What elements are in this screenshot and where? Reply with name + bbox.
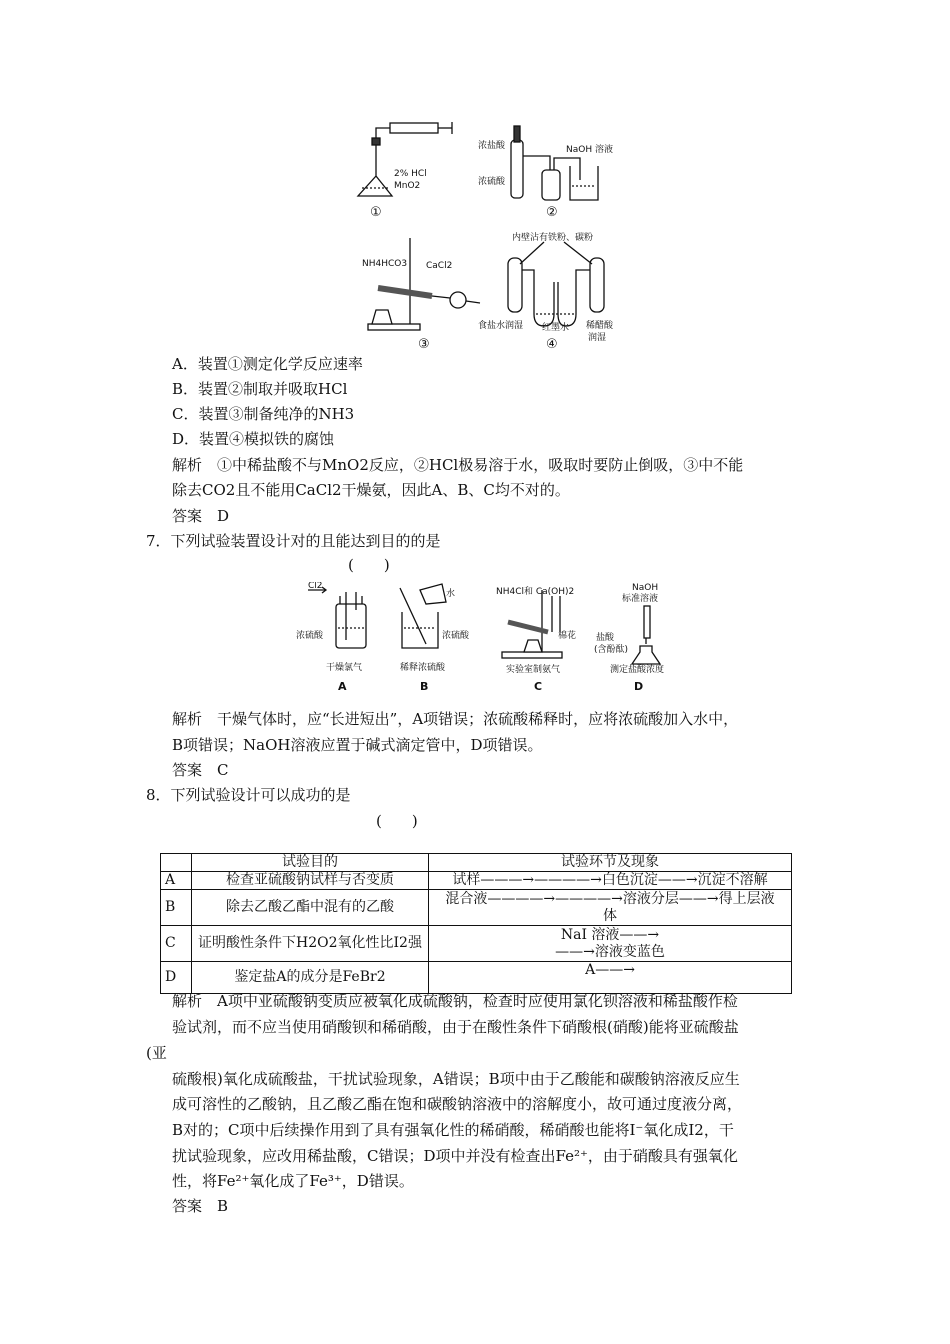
q8-analysis-line1: 解析 A项中亚硫酸钠变质应被氧化成硫酸钠，检查时应使用氯化钡溶液和稀盐酸作检	[172, 992, 738, 1010]
q7-label-naoh-2: 标准溶液	[622, 594, 659, 604]
q8-analysis-line3: (亚	[146, 1044, 167, 1062]
q7-letter-c: C	[534, 680, 543, 693]
row-purpose: 鉴定盐A的成分是FeBr2	[192, 962, 429, 994]
row-label: D	[161, 962, 192, 994]
q7-label-cl2: Cl2	[308, 582, 323, 591]
label-mno2: MnO2	[394, 181, 421, 191]
q7-caption-d: 测定盐酸浓度	[610, 665, 665, 675]
row-steps	[429, 890, 792, 926]
q7-label-naoh-1: NaOH	[632, 583, 659, 593]
q8-stem: 8．下列试验设计可以成功的是	[146, 786, 351, 804]
q7-caption-a: 干燥氯气	[326, 663, 363, 673]
q7-letter-b: B	[420, 680, 429, 693]
q8-analysis-line5: 成可溶性的乙酸钠，且乙酸乙酯在饱和碳酸钠溶液中的溶解度小，故可通过度液分离，	[172, 1095, 743, 1113]
table-header-purpose: 试验目的	[192, 854, 429, 872]
label-conc-hcl: 浓盐酸	[478, 141, 506, 151]
apparatus-4	[508, 242, 604, 326]
apparatus-figure-q7	[296, 582, 686, 700]
q7-caption-c: 实验室制氨气	[506, 665, 561, 675]
row-purpose: 检查亚硫酸钠试样与否变质	[192, 872, 429, 890]
row-label: A	[161, 872, 192, 890]
q6-option-b: B．装置②制取并吸取HCl	[172, 380, 348, 398]
table-header-row	[161, 854, 792, 872]
row-label: B	[161, 890, 192, 926]
row-step-line: A——→	[585, 962, 635, 978]
q7-apparatus-b	[400, 584, 446, 648]
row-purpose: 除去乙酸乙酯中混有的乙酸	[192, 890, 429, 926]
number-4: ④	[546, 337, 558, 350]
q7-label-hcl: 盐酸	[596, 633, 615, 643]
row-step-line: NaI 溶液——→	[560, 926, 660, 943]
q8-analysis-line6: B对的；C项中后续操作用到了具有强氧化性的稀硝酸，稀硝酸也能将I⁻氧化成I2，干	[172, 1121, 734, 1139]
q6-analysis-line2: 除去CO2且不能用CaCl2干燥氨，因此A、B、C均不对的。	[172, 481, 570, 499]
label-inner-wall: 内壁沾有铁粉、碳粉	[512, 233, 594, 243]
apparatus-figure-1	[350, 118, 650, 350]
number-3: ③	[418, 337, 430, 350]
q7-label-conc-h2so4-b: 浓硫酸	[442, 631, 470, 641]
row-step-line: 体	[603, 907, 617, 924]
q6-answer: 答案 D	[172, 507, 230, 525]
number-2: ②	[546, 205, 558, 220]
label-cacl2: CaCl2	[426, 261, 453, 271]
table-row	[161, 926, 792, 962]
q7-apparatus-c	[502, 590, 562, 658]
q7-caption-b: 稀释浓硫酸	[400, 663, 446, 673]
q8-paren: ( )	[376, 812, 418, 830]
q6-option-c: C．装置③制备纯净的NH3	[172, 405, 355, 423]
row-label: C	[161, 926, 192, 962]
q7-answer: 答案 C	[172, 761, 229, 779]
apparatus-2	[511, 126, 598, 200]
q6-option-a: A．装置①测定化学反应速率	[172, 355, 363, 373]
label-salt-water: 食盐水润湿	[478, 321, 524, 331]
q8-answer: 答案 B	[172, 1197, 229, 1215]
label-dilute-acetic: 稀醋酸	[586, 321, 614, 331]
q8-analysis-line8: 性，将Fe²⁺氧化成了Fe³⁺，D错误。	[172, 1172, 414, 1190]
q7-label-nh4cl: NH4Cl和 Ca(OH)2	[496, 587, 575, 597]
table-row	[161, 872, 792, 890]
row-steps	[429, 872, 792, 890]
row-step-line: 混合液————→————→溶液分层——→得上层液	[445, 890, 775, 907]
q7-label-water: 水	[446, 589, 456, 599]
row-purpose: 证明酸性条件下H2O2氧化性比I2强	[192, 926, 429, 962]
label-red-ink: 红墨水	[542, 323, 570, 333]
q6-option-d: D．装置④模拟铁的腐蚀	[172, 430, 335, 448]
q7-label-conc-h2so4-a: 浓硫酸	[296, 631, 324, 641]
row-steps	[429, 926, 792, 962]
label-2pct-hcl: 2% HCl	[394, 169, 427, 179]
q7-paren: ( )	[348, 556, 390, 574]
q7-analysis-line1: 解析 干燥气体时，应“长进短出”，A项错误；浓硫酸稀释时，应将浓硫酸加入水中，	[172, 710, 739, 728]
table-header-cell	[161, 854, 192, 872]
q6-analysis-line1: 解析 ①中稀盐酸不与MnO2反应，②HCl极易溶于水，吸取时要防止倒吸，③中不能	[172, 456, 744, 474]
apparatus-3	[368, 238, 480, 330]
row-steps	[429, 962, 792, 994]
label-nh4hco3: NH4HCO3	[362, 259, 408, 269]
row-step-line: ——→溶液变蓝色	[555, 943, 665, 960]
table-row	[161, 890, 792, 926]
q7-letter-d: D	[634, 680, 644, 693]
q7-label-cotton: 棉花	[558, 631, 577, 641]
q8-analysis-line2: 验试剂，而不应当使用硝酸钡和稀硝酸，由于在酸性条件下硝酸根(硝酸)能将亚硫酸盐	[172, 1018, 739, 1036]
q7-letter-a: A	[338, 680, 347, 693]
q7-stem: 7．下列试验装置设计对的且能达到目的的是	[146, 532, 441, 550]
q8-analysis-line4: 硫酸根)氧化成硫酸盐，干扰试验现象，A错误；B项中由于乙酸能和碳酸钠溶液反应生	[172, 1070, 740, 1088]
q7-apparatus-d	[632, 606, 660, 664]
number-1: ①	[370, 205, 382, 220]
label-wet: 润湿	[588, 333, 607, 343]
experiment-table	[160, 853, 792, 994]
label-naoh-sol: NaOH 溶液	[566, 145, 613, 155]
label-conc-h2so4: 浓硫酸	[478, 177, 506, 187]
q8-analysis-line7: 扰试验现象，应改用稀盐酸，C错误；D项中并没有检查出Fe²⁺，由于硝酸具有强氧化	[172, 1147, 738, 1165]
row-step-line: 试样———→————→白色沉淀——→沉淀不溶解	[452, 872, 768, 888]
q7-label-phenol: (含酚酞)	[594, 645, 629, 655]
table-header-steps: 试验环节及现象	[429, 854, 792, 872]
table-row	[161, 962, 792, 994]
q7-analysis-line2: B项错误；NaOH溶液应置于碱式滴定管中，D项错误。	[172, 736, 543, 754]
